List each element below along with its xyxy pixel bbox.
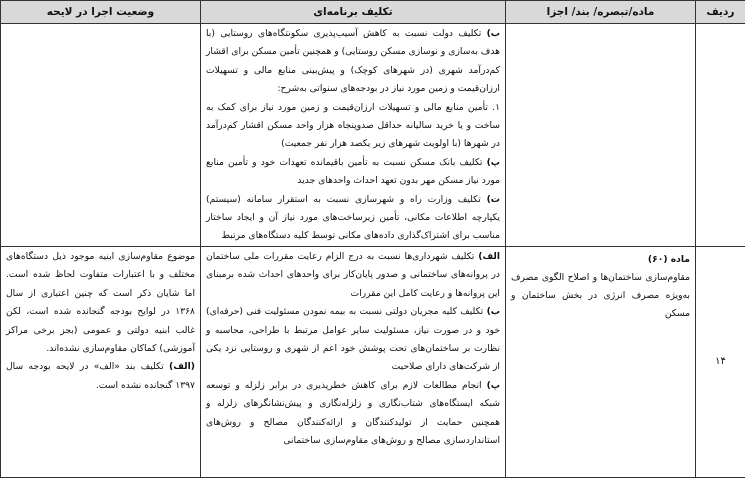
header-article: ماده/تبصره/ بند/ اجزا: [506, 1, 696, 24]
task-paragraph: پ) تکلیف بانک مسکن نسبت به تأمین باقیمانده تعهدات خود و تأمین منابع مورد نیاز مسکن مهر بدون تعهد احداث واحدهای جدید: [206, 156, 500, 187]
task-cell: [201, 246, 506, 477]
header-row: [1, 1, 745, 24]
article-text: مقاوم‌سازی ساختمان‌ها و اصلاح الگوی مصرف به‌ویژه مصرف انرژی در بخش ساختمان و مسکن: [511, 271, 690, 319]
status-text: [1, 247, 200, 395]
row-number-cell: [696, 24, 745, 247]
status-cell: [1, 246, 201, 477]
table-row: [1, 246, 745, 477]
article-title: ماده (۶۰): [647, 253, 690, 265]
header-task: تکلیف برنامه‌ای: [201, 1, 506, 24]
status-cell: [1, 24, 201, 247]
article-block: [506, 247, 695, 323]
article-cell: [506, 246, 696, 477]
task-paragraph: ب) تکلیف کلیه مجریان دولتی نسبت به بیمه نمودن مسئولیت فنی (حرفه‌ای) خود و در صورت نیاز، مسئولیت سایر عوامل مرتبط با طراحی، محاسبه و نظارت بر ساختمان‌های تحت پوشش خود اعم از شهری و روستایی نزد یکی از شرکت‌های دارای صلاحیت: [206, 306, 500, 373]
task-paragraph: پ) انجام مطالعات لازم برای کاهش خطرپذیری در برابر زلزله و توسعه شبکه ایستگاه‌های شتاب‌نگاری و زلزله‌نگاری و پیش‌نشانگرهای زلزله و همچنین حمایت از تولیدکنندگان و ارائه‌کنندگان مصالح و روش‌های استانداردسازی مصالح و روش‌های مقاوم‌سازی ساختمانی: [206, 379, 500, 446]
article-cell: [506, 24, 696, 247]
task-text: [201, 247, 505, 450]
task-paragraph: ب) تکلیف دولت نسبت به کاهش آسیب‌پذیری سکونتگاه‌های روستایی (با هدف به‌سازی و نوسازی مسکن روستایی) و همچنین تأمین مسکن برای اقشار کم‌درآمد شهری (در شهرهای کوچک) و پیش‌بینی منابع مالی و تسهیلات ارزان‌قیمت و زمین مورد نیاز در بودجه‌های سنواتی به‌شرح:: [206, 28, 500, 95]
table-row: [1, 24, 745, 247]
task-text: [201, 24, 505, 246]
task-paragraph: الف) تکلیف شهرداری‌ها نسبت به درج الزام رعایت مقررات ملی ساختمان در پروانه‌های ساختمانی و صدور پایان‌کار برای واحدهای احداث شده برمبنای این پروانه‌ها و رعایت کامل این مقررات: [206, 250, 500, 299]
header-row-number: ردیف: [696, 1, 745, 24]
status-paragraph: موضوع مقاوم‌سازی ابنیه موجود ذیل دستگاه‌های مختلف و با اعتبارات متفاوت لحاظ شده است. اما شایان ذکر است که چنین اعتباری از سال ۱۳۶۸ در لوایح بودجه گنجانده شده است، لکن غالب ابنیه دولتی و عمومی (بجز برخی مراکز آموزشی) کماکان مقاوم‌سازی نشده‌اند.: [6, 250, 195, 354]
task-paragraph: ت) تکلیف وزارت راه و شهرسازی نسبت به استقرار سامانه (سیستم) یکپارچه اطلاعات مکانی، تأمین زیرساخت‌های مورد نیاز آن و ایجاد ساختار مناسب برای اشتراک‌گذاری داده‌های مکانی توسط کلیه دستگاه‌های مرتبط: [206, 193, 500, 242]
task-cell: [201, 24, 506, 247]
row-number: ۱۴: [696, 246, 745, 477]
header-status: وضعیت اجرا در لایحه: [1, 1, 201, 24]
task-paragraph: ۱. تأمین منابع مالی و تسهیلات ارزان‌قیمت و زمین مورد نیاز برای کمک به ساخت و یا خرید سالیانه حداقل صدوپنجاه هزار واحد مسکن اقشار کم‌درآمد در شهرها (با اولویت شهرهای زیر یکصد هزار نفر جمعیت): [206, 101, 500, 150]
status-paragraph: (الف) تکلیف بند «الف» در لایحه بودجه سال ۱۳۹۷ گنجانده نشده است.: [6, 361, 195, 391]
